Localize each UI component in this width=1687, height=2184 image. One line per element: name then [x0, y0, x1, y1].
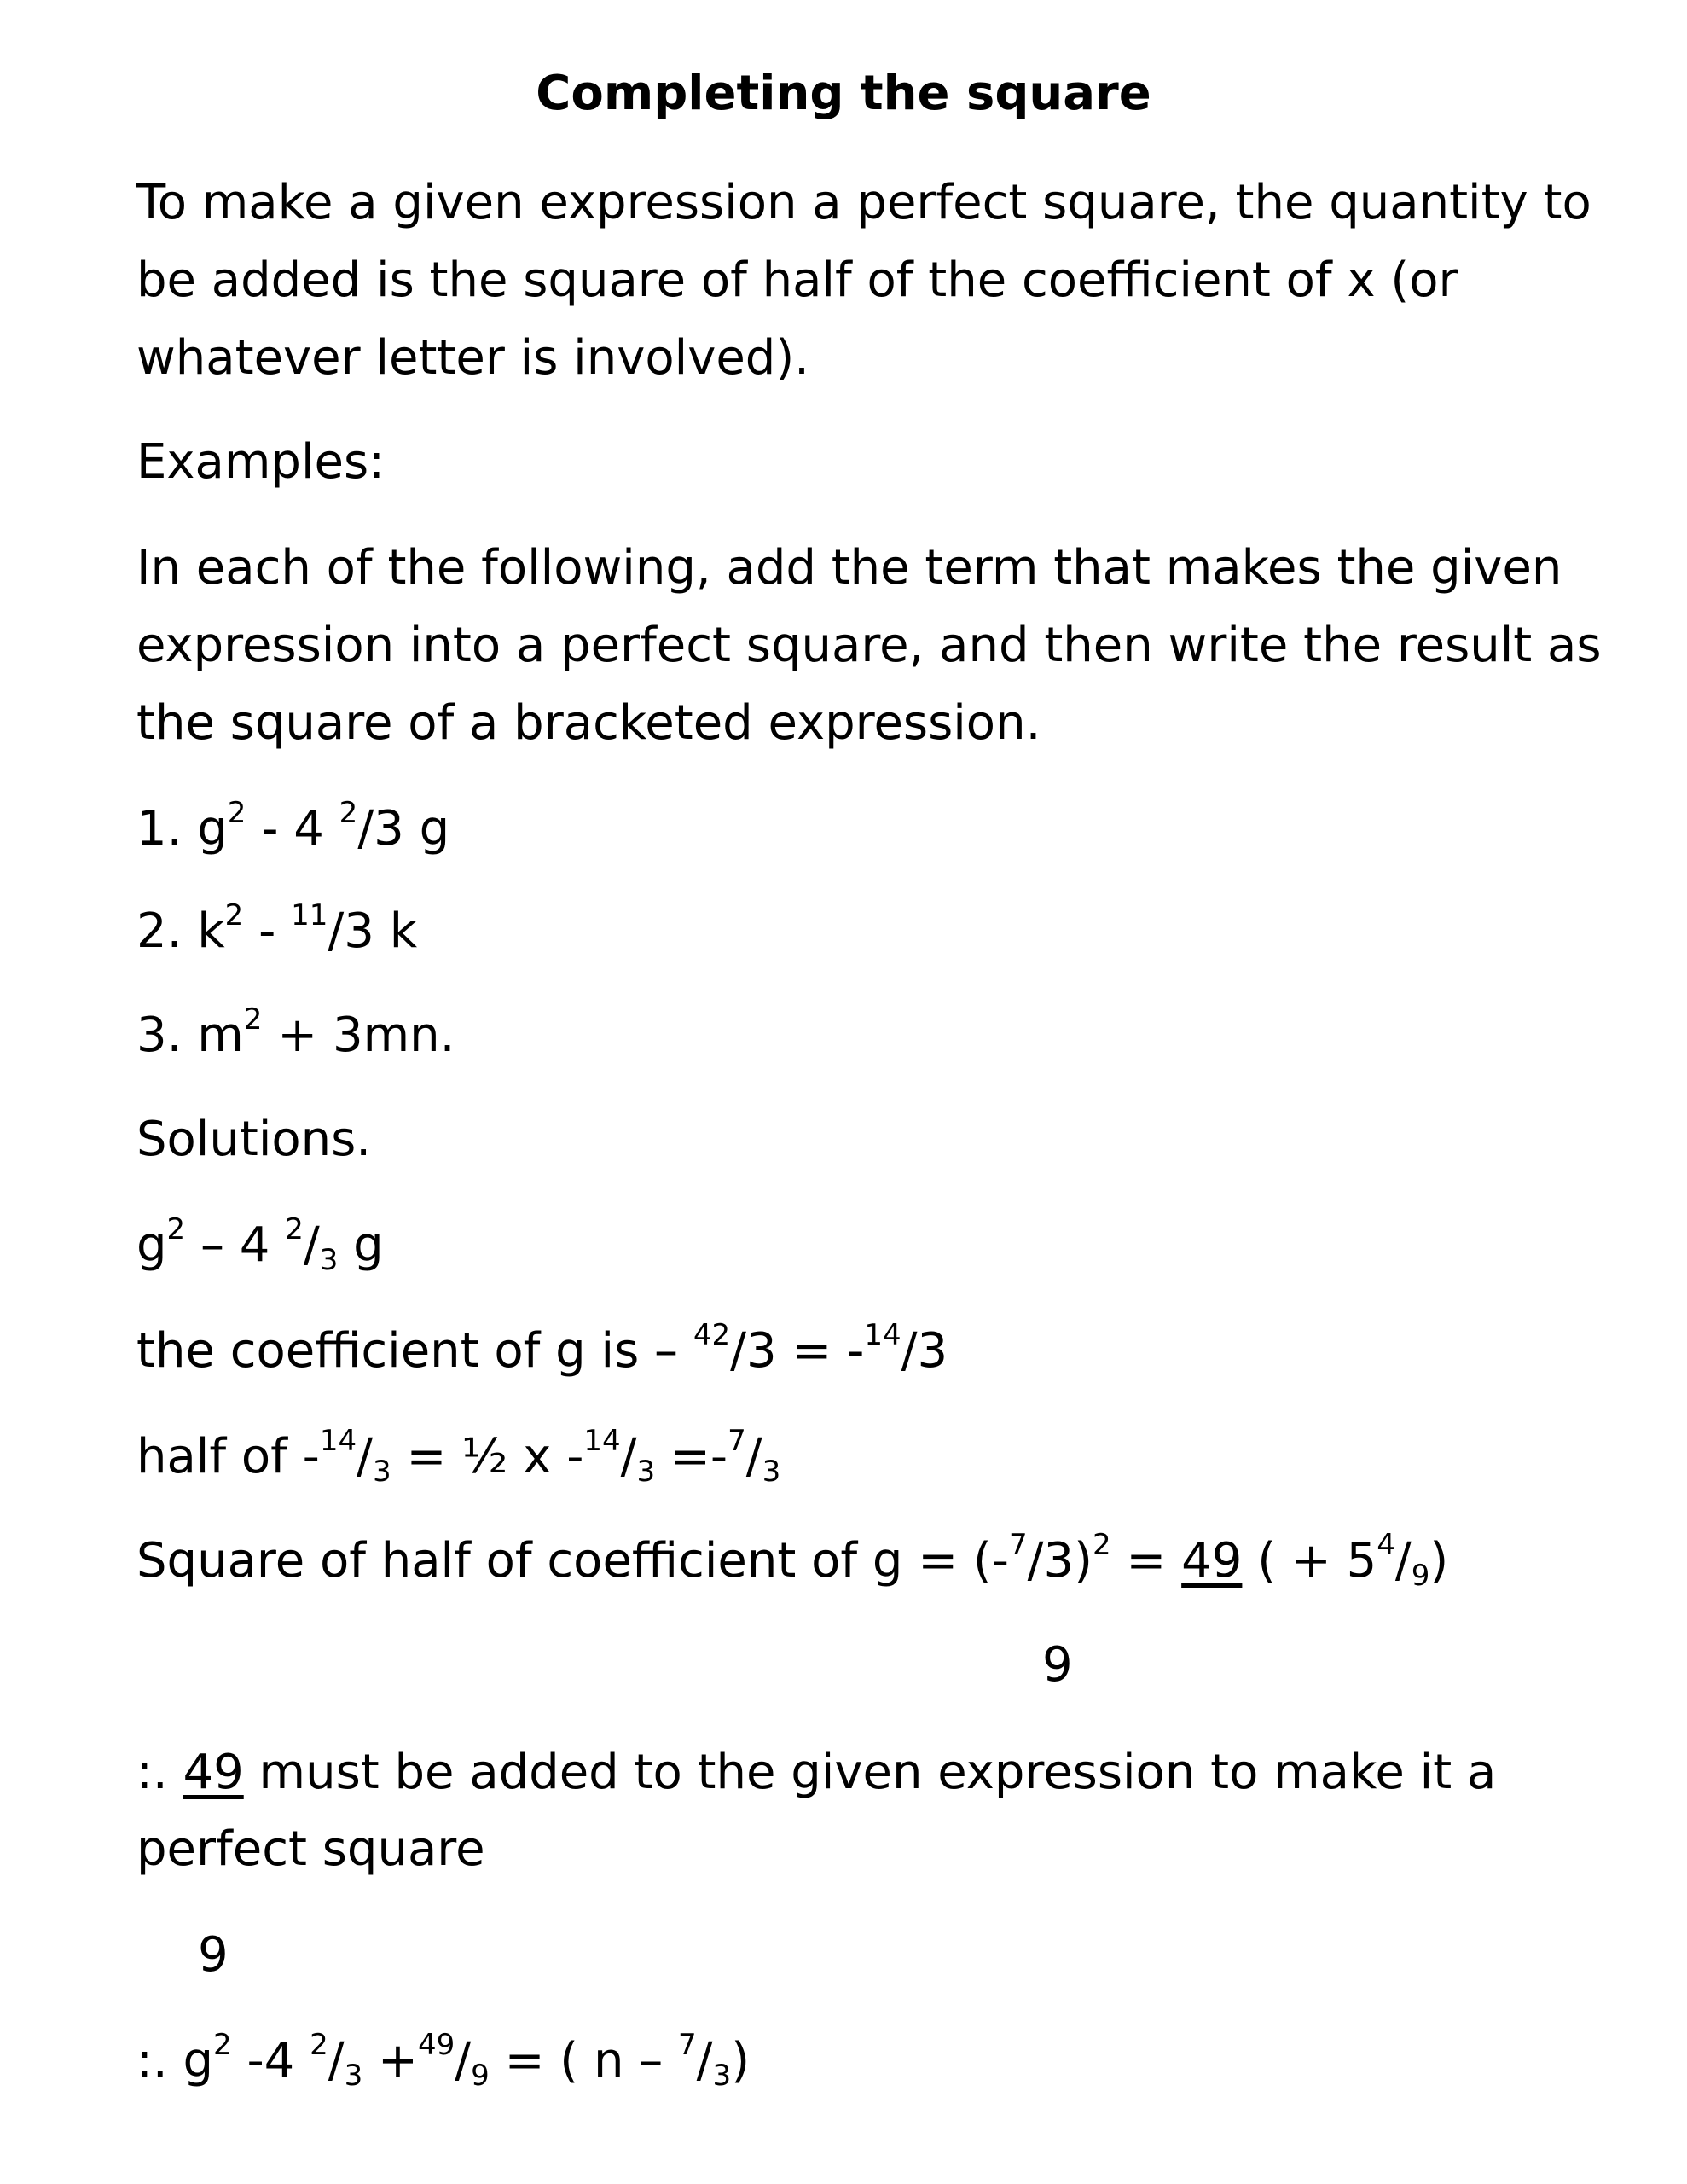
s4-square: 2	[1092, 1528, 1111, 1562]
s6-slash-3: /	[696, 2033, 713, 2088]
s1-slash: /	[303, 1217, 320, 1273]
s6-b: -4	[231, 2033, 310, 2088]
s6-square: 2	[213, 2028, 232, 2062]
solution-line-5-denominator: 9	[198, 1927, 229, 1983]
instruction-line-2: expression into a perfect square, and then write the result as	[136, 618, 1602, 673]
s6-numerator-1: 2	[310, 2028, 328, 2062]
instruction-line-1: In each of the following, add the term that makes the given	[136, 540, 1562, 595]
solutions-heading: Solutions.	[136, 1112, 372, 1167]
p1-rest: /3 g	[357, 801, 450, 857]
solution-line-3	[136, 1424, 781, 1489]
s1-numerator: 2	[285, 1212, 304, 1246]
s4-numerator-1: 7	[1008, 1528, 1028, 1562]
s6-denominator-2: 9	[471, 2059, 490, 2093]
solution-line-6	[136, 2028, 751, 2093]
solution-line-1	[136, 1212, 384, 1277]
s2-a: the coefficient of g is –	[136, 1323, 693, 1379]
s6-numerator-3: 7	[678, 2028, 697, 2062]
s3-numerator-2: 14	[583, 1424, 621, 1458]
p2-numerator: 11	[291, 898, 328, 932]
s6-e: = ( n –	[489, 2033, 679, 2088]
s4-e: )	[1429, 1533, 1449, 1589]
s5-a: :.	[136, 1745, 183, 1800]
s4-b: /3)	[1027, 1533, 1093, 1589]
page-title: Completing the square	[536, 66, 1151, 121]
p2-mid: -	[243, 903, 292, 959]
intro-line-1: To make a given expression a perfect square, the quantity to	[136, 175, 1591, 230]
s6-denominator-1: 3	[344, 2059, 363, 2093]
s1-denominator: 3	[319, 1243, 339, 1277]
solution-line-5	[136, 1745, 1497, 1800]
s4-slash-2: /	[1394, 1533, 1412, 1589]
s2-c: /3	[901, 1323, 948, 1379]
s3-numerator-1: 14	[319, 1424, 357, 1458]
intro-line-3: whatever letter is involved).	[136, 330, 809, 386]
solution-line-5b: perfect square	[136, 1821, 485, 1877]
s5-b: must be added to the given expression to make it a	[243, 1745, 1497, 1800]
s6-a: :. g	[136, 2033, 214, 2088]
s6-c: +	[362, 2033, 418, 2088]
s4-a: Square of half of coefficient of g = (-	[136, 1533, 1009, 1589]
s4-denominator-2: 9	[1411, 1559, 1430, 1593]
problem-3	[136, 1002, 455, 1063]
s6-f: )	[731, 2033, 751, 2088]
s1-a: g	[136, 1217, 167, 1273]
problem-2	[136, 898, 418, 959]
p1-numerator: 2	[339, 796, 358, 830]
p1-square: 2	[227, 796, 246, 830]
s3-b: = ½ x -	[391, 1429, 584, 1484]
s1-square: 2	[166, 1212, 186, 1246]
p2-square: 2	[224, 898, 244, 932]
s3-denominator-3: 3	[762, 1455, 781, 1489]
s6-numerator-2: 49	[417, 2028, 455, 2062]
s3-denominator-1: 3	[373, 1455, 391, 1489]
s3-c: =-	[655, 1429, 728, 1484]
s4-c: =	[1110, 1533, 1182, 1589]
p1-prefix: 1. g	[136, 801, 228, 857]
examples-heading: Examples:	[136, 434, 385, 490]
s4-numerator-2: 4	[1377, 1528, 1395, 1562]
s1-b: – 4	[185, 1217, 286, 1273]
intro-line-2: be added is the square of half of the coefficient of x (or	[136, 253, 1458, 308]
p3-square: 2	[243, 1002, 263, 1037]
solution-line-4-denominator: 9	[1042, 1637, 1073, 1693]
p3-prefix: 3. m	[136, 1008, 244, 1063]
s5-underlined-49: 49	[183, 1745, 244, 1800]
s3-slash-1: /	[357, 1429, 374, 1484]
s4-underlined-49: 49	[1181, 1533, 1243, 1589]
s3-denominator-2: 3	[636, 1455, 656, 1489]
s1-c: g	[338, 1217, 384, 1273]
s3-slash-3: /	[745, 1429, 762, 1484]
solution-line-2	[136, 1318, 948, 1379]
s3-numerator-3: 7	[728, 1424, 746, 1458]
instruction-line-3: the square of a bracketed expression.	[136, 695, 1041, 751]
s4-d: ( + 5	[1242, 1533, 1377, 1589]
problem-1	[136, 796, 450, 857]
p2-prefix: 2. k	[136, 903, 225, 959]
p3-rest: + 3mn.	[262, 1008, 455, 1063]
s3-slash-2: /	[620, 1429, 637, 1484]
s6-denominator-3: 3	[712, 2059, 732, 2093]
s2-numerator-1: 42	[693, 1318, 731, 1352]
p2-rest: /3 k	[328, 903, 418, 959]
s2-numerator-2: 14	[864, 1318, 901, 1352]
s6-slash-2: /	[455, 2033, 472, 2088]
s3-a: half of -	[136, 1429, 320, 1484]
s6-slash-1: /	[328, 2033, 345, 2088]
solution-line-4	[136, 1528, 1449, 1593]
p1-mid: - 4	[246, 801, 339, 857]
s2-b: /3 = -	[730, 1323, 865, 1379]
